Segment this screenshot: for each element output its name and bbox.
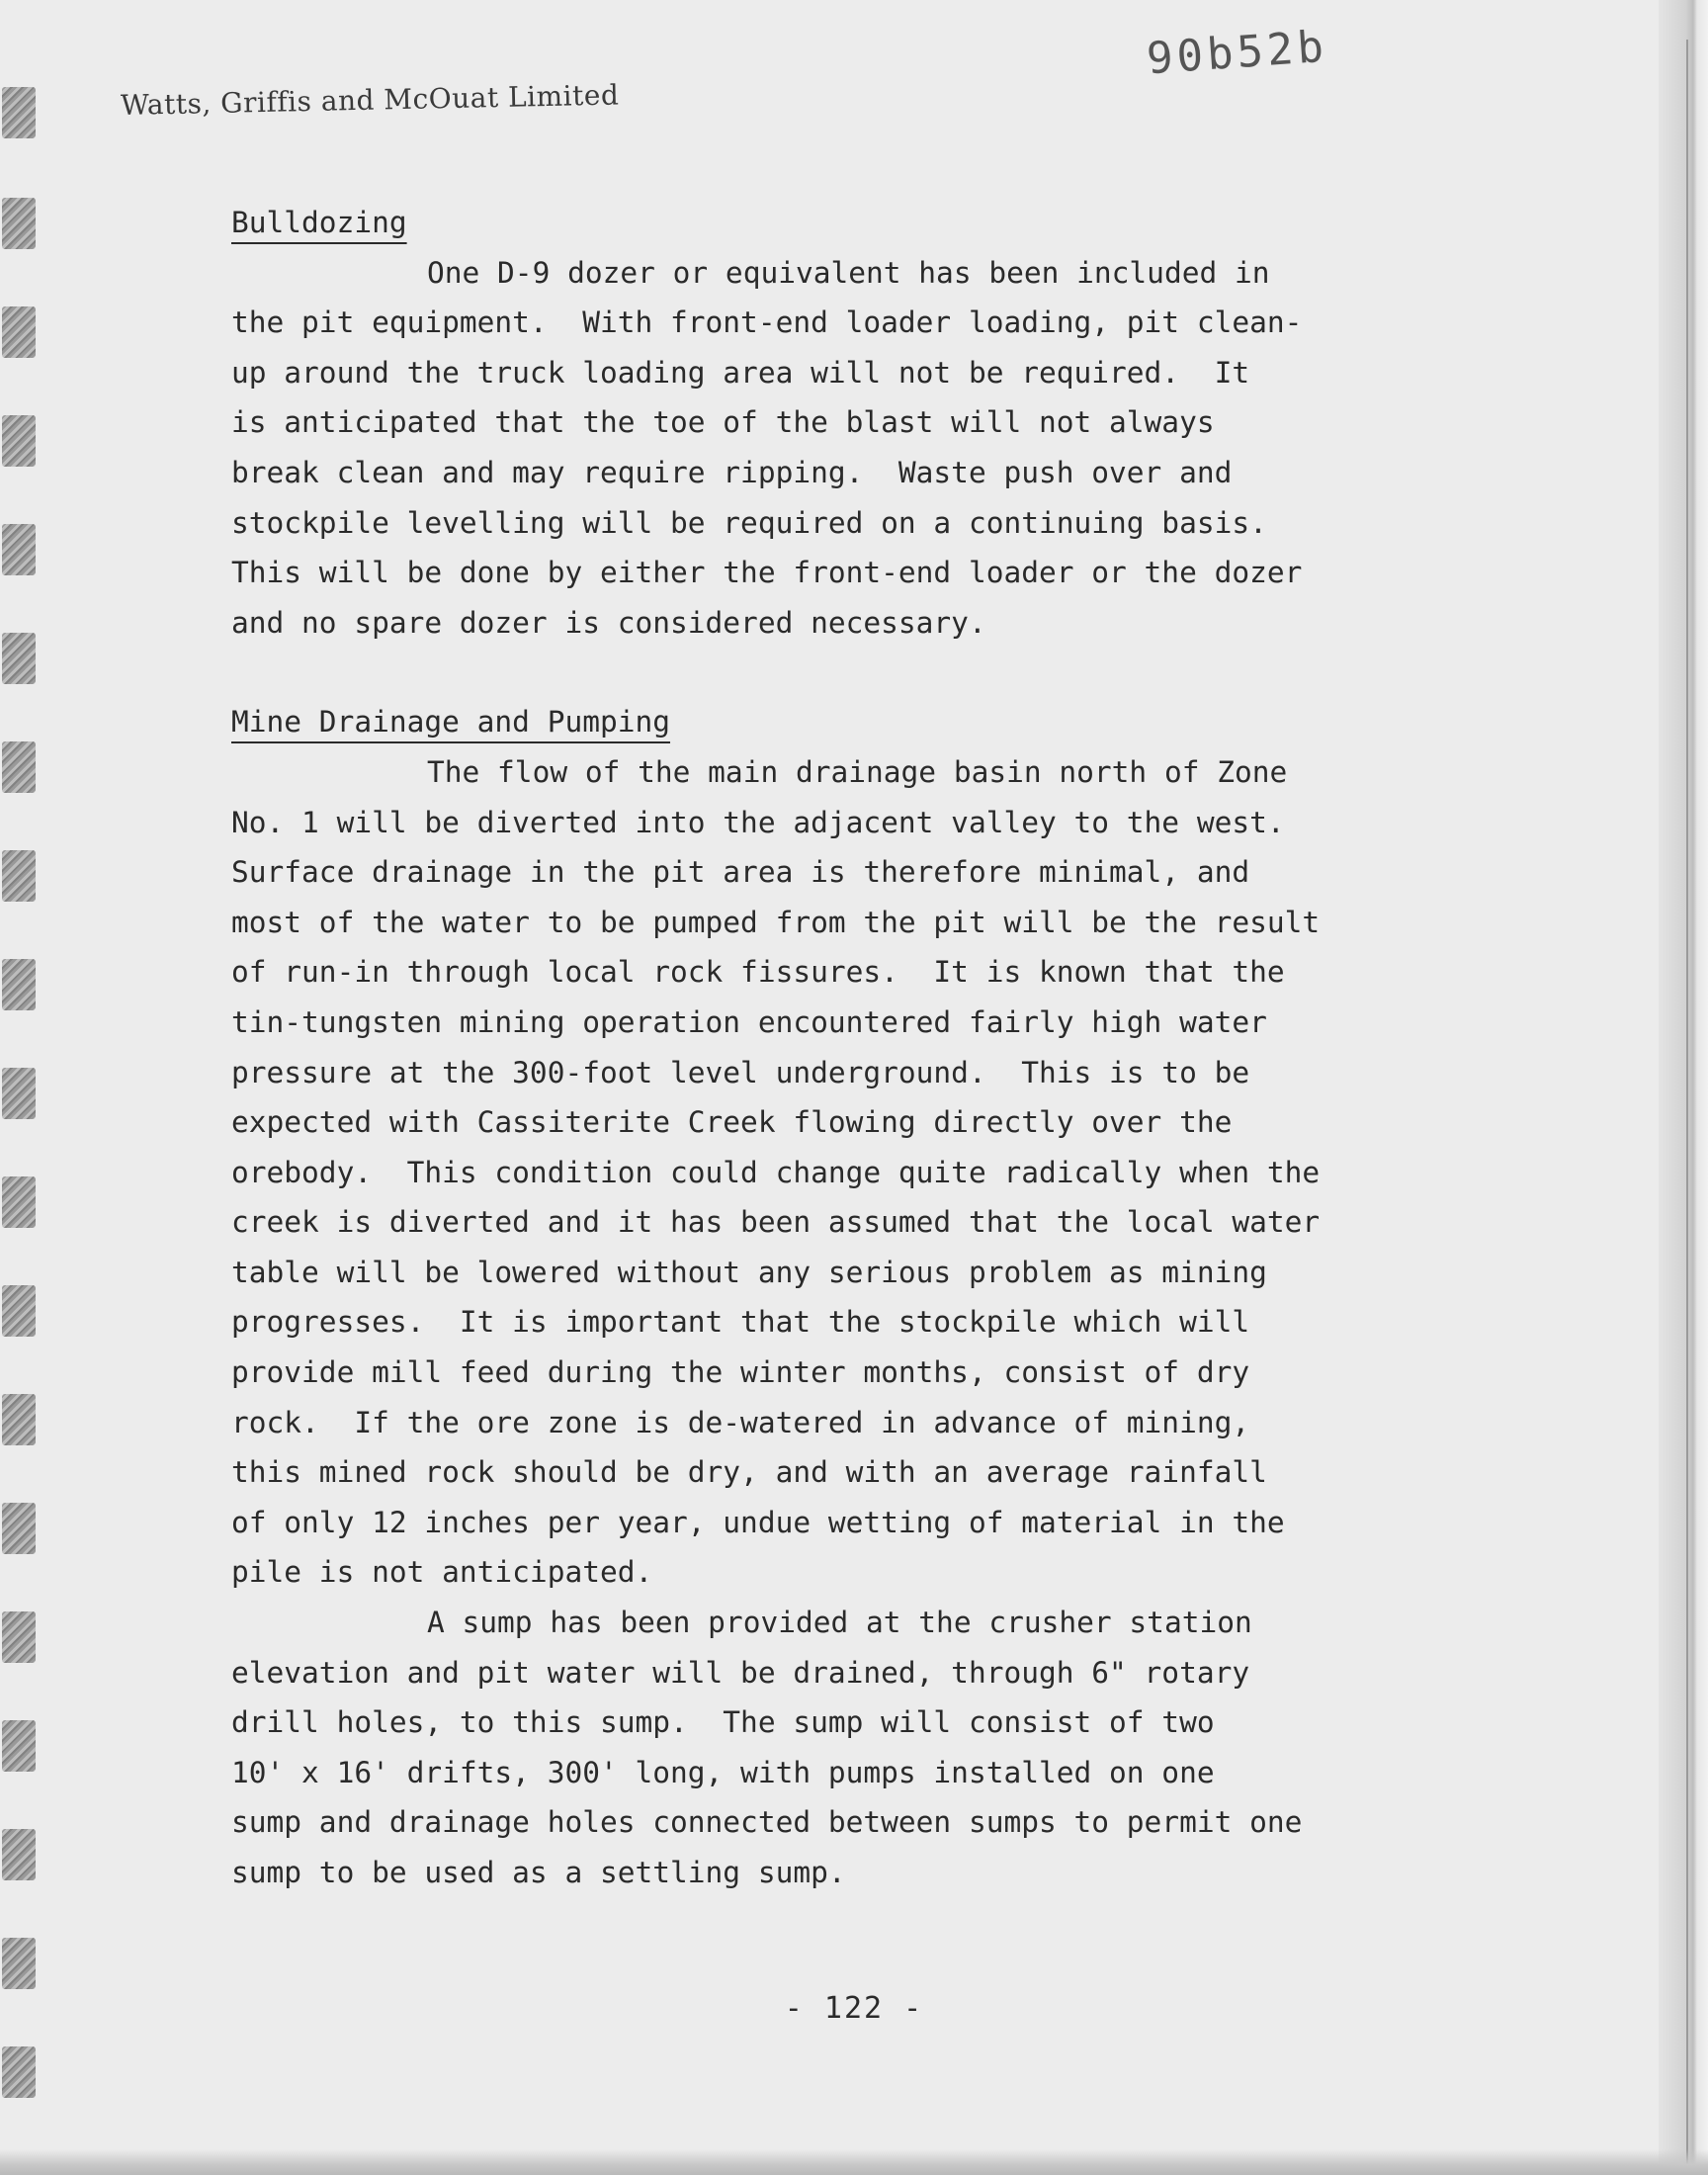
text-line: up around the truck loading area will not be required. It bbox=[231, 355, 1250, 390]
text-line: pressure at the 300-foot level underground. This is to be bbox=[231, 1055, 1250, 1089]
binding-hole bbox=[2, 1829, 36, 1880]
text-line: break clean and may require ripping. Waste push over and bbox=[231, 455, 1233, 489]
binding-hole bbox=[2, 87, 36, 138]
text-line: sump and drainage holes connected between sumps to permit one bbox=[231, 1805, 1303, 1840]
binding-hole bbox=[2, 1394, 36, 1445]
text-line: progresses. It is important that the stockpile which will bbox=[231, 1305, 1250, 1340]
text-line: 10' x 16' drifts, 300' long, with pumps installed on one bbox=[231, 1755, 1215, 1789]
text-line: and no spare dozer is considered necessary. bbox=[231, 605, 986, 640]
page-bottom-edge bbox=[0, 2149, 1708, 2175]
text-line: No. 1 will be diverted into the adjacent valley to the west. bbox=[231, 805, 1285, 839]
stamp-number: 90b52b bbox=[1145, 21, 1329, 85]
binding-hole bbox=[2, 1285, 36, 1337]
binding-hole bbox=[2, 415, 36, 467]
text-line: elevation and pit water will be drained, through 6" rotary bbox=[231, 1655, 1250, 1690]
text-line: expected with Cassiterite Creek flowing directly over the bbox=[231, 1105, 1233, 1140]
text-line: is anticipated that the toe of the blast will not always bbox=[231, 405, 1215, 440]
text-line: sump to be used as a settling sump. bbox=[231, 1856, 846, 1889]
letterhead: Watts, Griffis and McOuat Limited bbox=[120, 78, 620, 122]
binding-hole bbox=[2, 633, 36, 684]
text-line: stockpile levelling will be required on a continuing basis. bbox=[231, 505, 1267, 540]
text-line: This will be done by either the front-end loader or the dozer bbox=[231, 556, 1303, 590]
text-line: A sump has been provided at the crusher station bbox=[427, 1606, 1252, 1640]
binding-hole bbox=[2, 2046, 36, 2098]
page-right-edge bbox=[1659, 0, 1708, 2175]
text-line: Surface drainage in the pit area is therefore minimal, and bbox=[231, 855, 1250, 890]
text-line: table will be lowered without any serious problem as mining bbox=[231, 1255, 1267, 1289]
paragraph-bulldozing bbox=[231, 248, 1477, 649]
text-line: provide mill feed during the winter months, consist of dry bbox=[231, 1355, 1250, 1390]
binding-hole bbox=[2, 1938, 36, 1989]
text-line: orebody. This condition could change quite radically when the bbox=[231, 1155, 1321, 1189]
binding-hole bbox=[2, 1611, 36, 1663]
binding-hole bbox=[2, 959, 36, 1010]
paragraph-sump bbox=[231, 1598, 1477, 1898]
text-line: creek is diverted and it has been assumed that the local water bbox=[231, 1205, 1321, 1240]
page-number: - 122 - bbox=[784, 1991, 924, 2026]
text-line: rock. If the ore zone is de-watered in advance of mining, bbox=[231, 1405, 1250, 1439]
text-line: of run-in through local rock fissures. It is known that the bbox=[231, 955, 1285, 990]
binding-hole bbox=[2, 1068, 36, 1119]
body-text bbox=[231, 198, 1477, 1898]
section-heading-bulldozing: Bulldozing bbox=[231, 206, 407, 239]
text-line: tin-tungsten mining operation encountered fairly high water bbox=[231, 1004, 1267, 1039]
paragraph-drainage bbox=[231, 747, 1477, 1598]
text-line: drill holes, to this sump. The sump will consist of two bbox=[231, 1705, 1215, 1740]
binding-hole bbox=[2, 306, 36, 358]
binding-hole bbox=[2, 1720, 36, 1772]
binding-hole bbox=[2, 524, 36, 575]
text-line: this mined rock should be dry, and with an average rainfall bbox=[231, 1455, 1267, 1490]
binding-hole bbox=[2, 741, 36, 793]
binding-hole bbox=[2, 1503, 36, 1554]
text-line: most of the water to be pumped from the pit will be the result bbox=[231, 905, 1321, 939]
binding-holes bbox=[0, 0, 49, 2175]
text-line: One D-9 dozer or equivalent has been included in bbox=[427, 255, 1270, 290]
text-line: of only 12 inches per year, undue wetting of material in the bbox=[231, 1505, 1285, 1539]
binding-hole bbox=[2, 1176, 36, 1228]
text-line: The flow of the main drainage basin north of Zone bbox=[427, 754, 1288, 789]
text-line: pile is not anticipated. bbox=[231, 1555, 653, 1590]
binding-hole bbox=[2, 198, 36, 249]
text-line: the pit equipment. With front-end loader loading, pit clean- bbox=[231, 305, 1303, 340]
section-heading-drainage: Mine Drainage and Pumping bbox=[231, 705, 671, 740]
binding-hole bbox=[2, 850, 36, 902]
